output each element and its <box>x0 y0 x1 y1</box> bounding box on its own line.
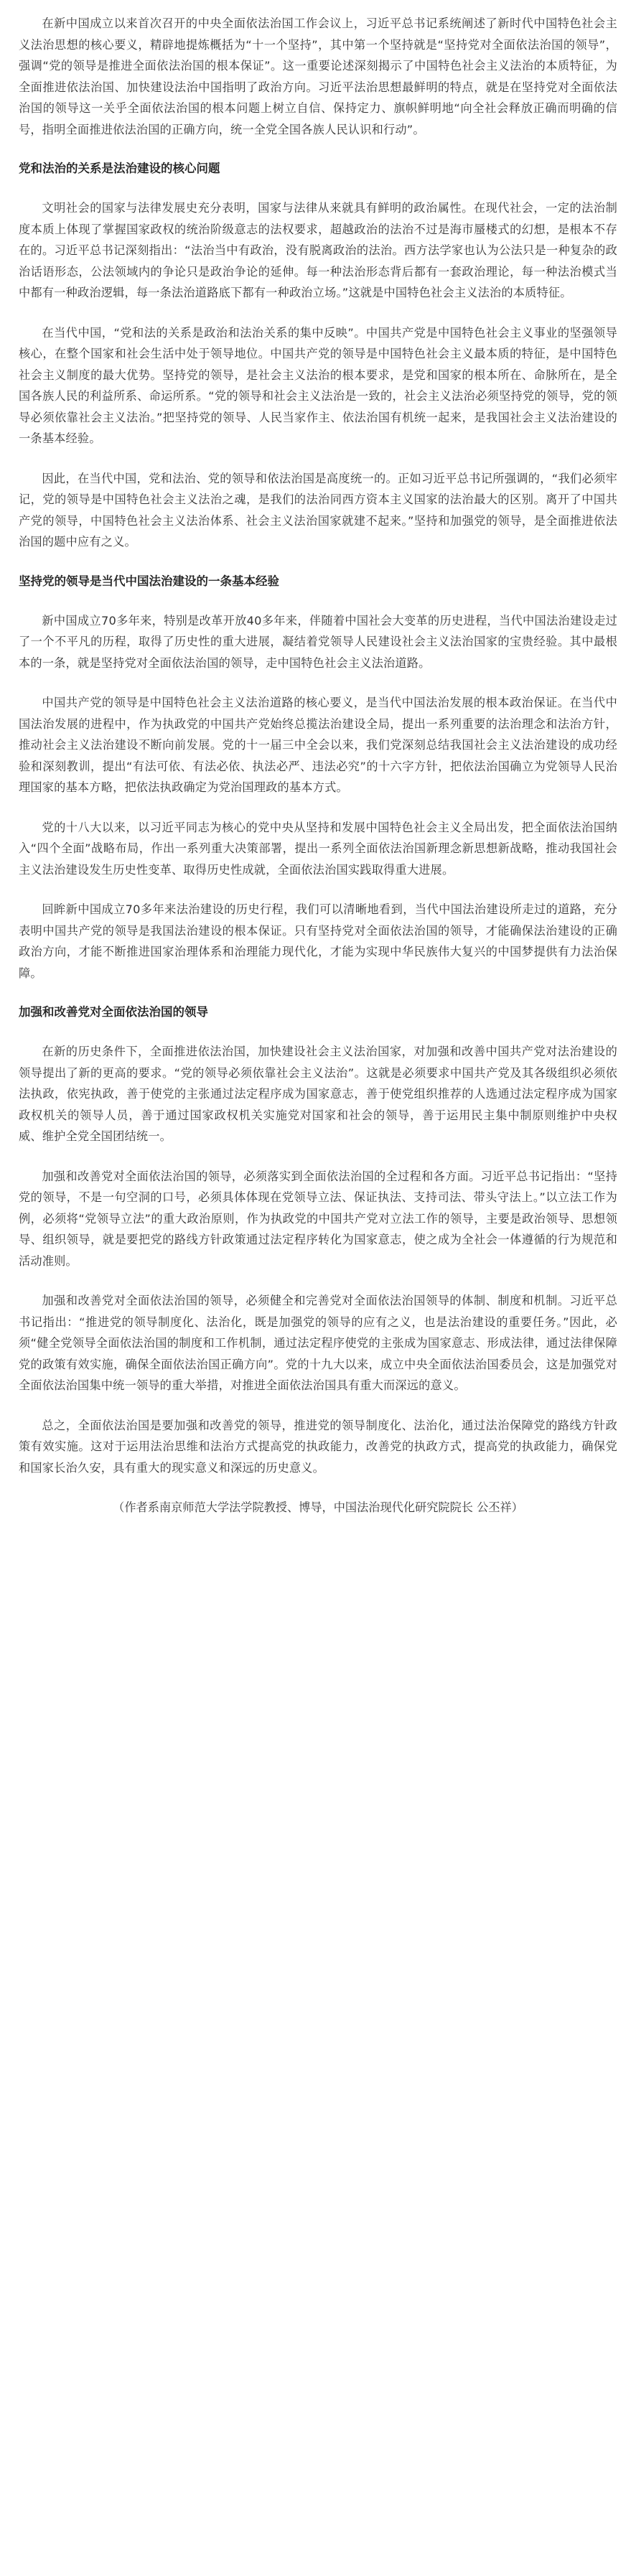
article-paragraph: 党的十八大以来，以习近平同志为核心的党中央从坚持和发展中国特色社会主义全局出发，把全面依法治国纳入“四个全面”战略布局，作出一系列重大决策部署，提出一系列全面依法治国新理念新思想新战略，推动我国社会主义法治建设发生历史性变革、取得历史性成就，全面依法治国实践取得重大进展。 <box>19 820 617 877</box>
section-title: 党和法治的关系是法治建设的核心问题 <box>19 162 220 175</box>
article-paragraph: 文明社会的国家与法律发展史充分表明，国家与法律从来就具有鲜明的政治属性。在现代社会，一定的法治制度本质上体现了掌握国家政权的统治阶级意志的法权要求，超越政治的法治不过是海市蜃楼式的幻想，是根本不存在的。习近平总书记深刻指出：“法治当中有政治，没有脱离政治的法治。西方法学家也认为公法只是一种复杂的政治话语形态，公法领域内的争论只是政治争论的延伸。每一种法治形态背后都有一套政治理论，每一种法治模式当中都有一种政治逻辑，每一条法治道路底下都有一种政治立场。”这就是中国特色社会主义法治的本质特征。 <box>19 201 617 299</box>
article-paragraph: 中国共产党的领导是中国特色社会主义法治道路的核心要义，是当代中国法治发展的根本政治保证。在当代中国法治发展的进程中，作为执政党的中国共产党始终总揽法治建设全局，提出一系列重要的法治理念和法治方针，推动社会主义法治建设不断向前发展。党的十一届三中全会以来，我们党深刻总结我国社会主义法治建设的成功经验和深刻教训，提出“有法可依、有法必依、执法必严、违法必究”的十六字方针，把依法治国确立为党领导人民治理国家的基本方略，把依法执政确定为党治国理政的基本方式。 <box>19 696 617 794</box>
article-paragraph: 新中国成立70多年来，特别是改革开放40多年来，伴随着中国社会大变革的历史进程，当代中国法治建设走过了一个不平凡的历程，取得了历史性的重大进展，凝结着党领导人民建设社会主义法治国家的宝贵经验。其中最根本的一条，就是坚持党对全面依法治国的领导，走中国特色社会主义法治道路。 <box>19 613 617 670</box>
article-paragraph: 在新的历史条件下，全面推进依法治国，加快建设社会主义法治国家，对加强和改善中国共产党对法治建设的领导提出了新的更高的要求。“党的领导必须依靠社会主义法治”。这就是必须要求中国共产党及其各级组织必须依法执政，依宪执政，善于使党的主张通过法定程序成为国家意志，善于使党组织推荐的人选通过法定程序成为国家政权机关的领导人员，善于通过国家政权机关实施党对国家和社会的领导，善于运用民主集中制原则维护中央权威、维护全党全国团结统一。 <box>19 1045 617 1143</box>
section-title: 坚持党的领导是当代中国法治建设的一条基本经验 <box>19 574 279 588</box>
article-paragraph: 因此，在当代中国，党和法治、党的领导和依法治国是高度统一的。正如习近平总书记所强调的，“我们必须牢记，党的领导是中国特色社会主义法治之魂，是我们的法治同西方资本主义国家的法治最大的区别。离开了中国共产党的领导，中国特色社会主义法治体系、社会主义法治国家就建不起来。”坚持和加强党的领导，是全面推进依法治国的题中应有之义。 <box>19 471 617 549</box>
article-paragraph: 总之，全面依法治国是要加强和改善党的领导，推进党的领导制度化、法治化，通过法治保障党的路线方针政策有效实施。这对于运用法治思维和法治方式提高党的执政能力，改善党的执政方式，提高党的执政能力，确保党和国家长治久安，具有重大的现实意义和深远的历史意义。 <box>19 1418 617 1475</box>
article-paragraph: 回眸新中国成立70多年来法治建设的历史行程，我们可以清晰地看到，当代中国法治建设所走过的道路，充分表明中国共产党的领导是我国法治建设的根本保证。只有坚持党对全面依法治国的领导，才能确保法治建设的正确政治方向，才能不断推进国家治理体系和治理能力现代化，才能为实现中华民族伟大复兴的中国梦提供有力法治保障。 <box>19 902 617 980</box>
article-paragraph: 加强和改善党对全面依法治国的领导，必须健全和完善党对全面依法治国领导的体制、制度和机制。习近平总书记指出：“推进党的领导制度化、法治化，既是加强党的领导的应有之义，也是法治建设的重要任务。”因此，必须“健全党领导全面依法治国的制度和工作机制，通过法定程序使党的主张成为国家意志、形成法律，通过法律保障党的政策有效实施，确保全面依法治国正确方向”。党的十九大以来，成立中央全面依法治国委员会，这是加强党对全面依法治国集中统一领导的重大举措，对推进全面依法治国具有重大而深远的意义。 <box>19 1294 617 1392</box>
author-byline: （作者系南京师范大学法学院教授、博导，中国法治现代化研究院院长 公丕祥） <box>113 1501 523 1514</box>
section-title: 加强和改善党对全面依法治国的领导 <box>19 1005 208 1019</box>
article-paragraph: 在当代中国，“党和法的关系是政治和法治关系的集中反映”。中国共产党是中国特色社会主义事业的坚强领导核心，在整个国家和社会生活中处于领导地位。中国共产党的领导是中国特色社会主义最本质的特征，是中国特色社会主义制度的最大优势。坚持党的领导，是社会主义法治的根本要求，是党和国家的根本所在、命脉所在，是全国各族人民的利益所系、命运所系。“党的领导和社会主义法治是一致的，社会主义法治必须坚持党的领导，党的领导必须依靠社会主义法治。”把坚持党的领导、人民当家作主、依法治国有机统一起来，是我国社会主义法治建设的一条基本经验。 <box>19 325 617 445</box>
article-paragraph: 在新中国成立以来首次召开的中央全面依法治国工作会议上，习近平总书记系统阐述了新时代中国特色社会主义法治思想的核心要义，精辟地提炼概括为“十一个坚持”，其中第一个坚持就是“坚持党对全面依法治国的领导”，强调“党的领导是推进全面依法治国的根本保证”。这一重要论述深刻揭示了中国特色社会主义法治的本质特征，为全面推进依法治国、加快建设法治中国指明了政治方向。习近平法治思想最鲜明的特点，就是在坚持党对全面依法治国的领导这一关乎全面依法治国的根本问题上树立自信、保持定力、旗帜鲜明地“向全社会释放正确而明确的信号，指明全面推进依法治国的正确方向，统一全党全国各族人民认识和行动”。 <box>19 17 617 136</box>
article-paragraph: 加强和改善党对全面依法治国的领导，必须落实到全面依法治国的全过程和各方面。习近平总书记指出：“坚持党的领导，不是一句空洞的口号，必须具体体现在党领导立法、保证执法、支持司法、带头守法上。”以立法工作为例，必须将“党领导立法”的重大政治原则，作为执政党的中国共产党对立法工作的领导，主要是政治领导、思想领导、组织领导，就是要把党的路线方针政策通过法定程序转化为国家意志，使之成为全社会一体遵循的行为规范和活动准则。 <box>19 1169 617 1268</box>
